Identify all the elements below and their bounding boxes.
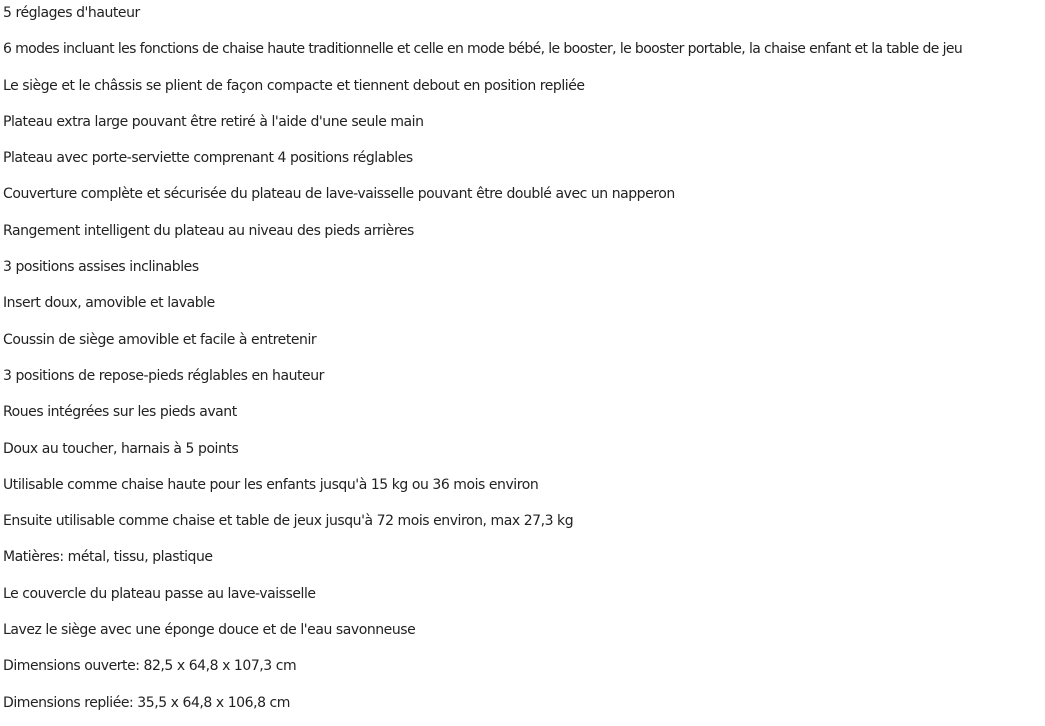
feature-item-chair-table-limit: Ensuite utilisable comme chaise et table de jeux jusqu'à 72 mois environ, max 27,3 kg [3, 513, 574, 530]
feature-item-cleaning: Lavez le siège avec une éponge douce et de l'eau savonneuse [3, 622, 416, 639]
feature-item-insert: Insert doux, amovible et lavable [3, 295, 215, 312]
feature-item-folding: Le siège et le châssis se plient de façon compacte et tiennent debout en position repliée [3, 77, 585, 94]
feature-item-tray-storage: Rangement intelligent du plateau au niveau des pieds arrières [3, 222, 414, 239]
feature-item-height-settings: 5 réglages d'hauteur [3, 5, 140, 21]
feature-item-seat-cushion: Coussin de siège amovible et facile à entretenir [3, 331, 317, 348]
feature-item-highchair-limit: Utilisable comme chaise haute pour les enfants jusqu'à 15 kg ou 36 mois environ [3, 476, 539, 493]
feature-item-dimensions-folded: Dimensions repliée: 35,5 x 64,8 x 106,8 cm [3, 694, 290, 711]
feature-item-tray-dishwasher: Le couvercle du plateau passe au lave-vaisselle [3, 585, 316, 602]
feature-item-tray-removal: Plateau extra large pouvant être retiré à l'aide d'une seule main [3, 113, 424, 130]
feature-item-recline: 3 positions assises inclinables [3, 259, 199, 276]
feature-item-dimensions-open: Dimensions ouverte: 82,5 x 64,8 x 107,3 cm [3, 658, 297, 675]
feature-item-wheels: Roues intégrées sur les pieds avant [3, 404, 237, 421]
feature-list [3, 0, 1043, 726]
feature-item-towel-holder: Plateau avec porte-serviette comprenant 4 positions réglables [3, 150, 413, 167]
feature-item-harness: Doux au toucher, harnais à 5 points [3, 440, 239, 457]
feature-item-tray-cover: Couverture complète et sécurisée du plateau de lave-vaisselle pouvant être doublé avec un napperon [3, 186, 675, 203]
feature-item-modes: 6 modes incluant les fonctions de chaise haute traditionnelle et celle en mode bébé, le booster, le booster portable, la chaise enfant et la table de jeu [3, 41, 963, 58]
feature-item-footrest: 3 positions de repose-pieds réglables en hauteur [3, 367, 324, 384]
feature-item-materials: Matières: métal, tissu, plastique [3, 549, 213, 566]
